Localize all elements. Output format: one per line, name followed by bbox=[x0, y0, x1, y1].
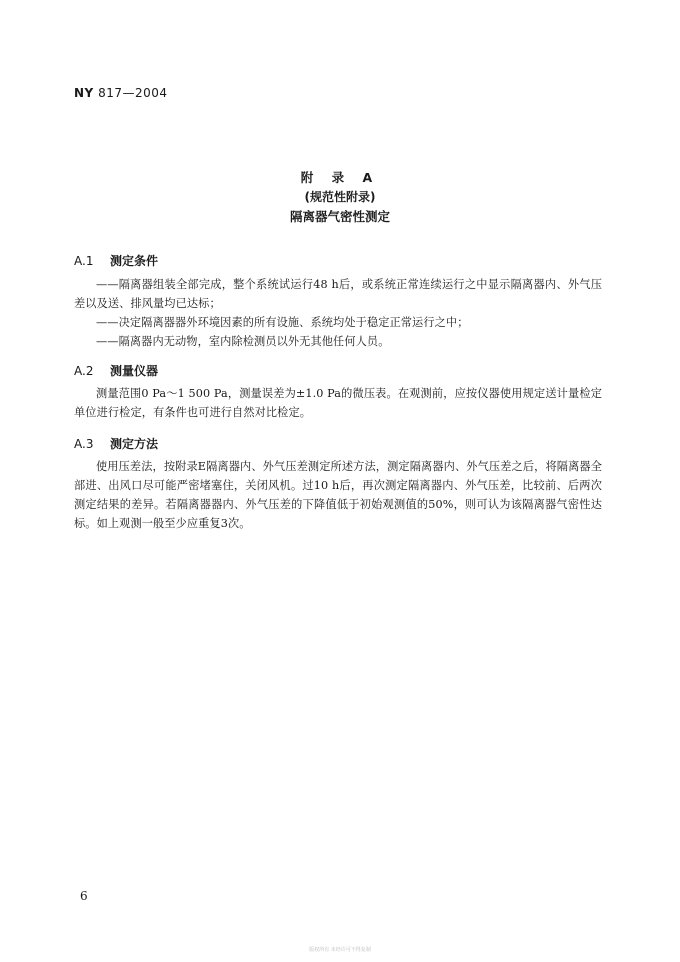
paragraph: 测量范围0 Pa～1 500 Pa，测量误差为±1.0 Pa的微压表。在观测前，应按仪器使用规定送计量检定单位进行检定，有条件也可进行自然对比检定。 bbox=[74, 387, 602, 419]
annex-type: (规范性附录) bbox=[304, 190, 376, 204]
section-number: A.2 bbox=[74, 364, 94, 378]
paragraph: 使用压差法，按附录E隔离器内、外气压差测定所述方法，测定隔离器内、外气压差之后，将隔离器全部进、出风口尽可能严密堵塞住，关闭风机。过10 h后，再次测定隔离器内、外气压差，比较前、后两次测定结果的差异。若隔离器器内、外气压差的下降值低于初始观测值的50%，则可认为该隔离器气密性达标。如上观测一般至少应重复3次。 bbox=[74, 460, 602, 530]
section-number: A.1 bbox=[74, 254, 94, 268]
section-number: A.3 bbox=[74, 437, 94, 451]
page-number: 6 bbox=[80, 889, 88, 903]
paragraph: ——隔离器组装全部完成，整个系统试运行48 h后，或系统正常连续运行之中显示隔离器内、外气压差以及送、排风量均已达标； bbox=[74, 278, 602, 310]
section-title: 测定条件 bbox=[110, 254, 159, 268]
annex-title: 附 录 A bbox=[300, 170, 380, 185]
section-heading-a3 bbox=[74, 435, 158, 452]
section-title: 测定方法 bbox=[110, 437, 159, 451]
section-heading-a1 bbox=[74, 252, 158, 269]
standard-prefix: NY bbox=[74, 86, 94, 100]
standard-code bbox=[74, 86, 168, 100]
section-title: 测量仪器 bbox=[110, 364, 159, 378]
paragraph: ——隔离器内无动物，室内除检测员以外无其他任何人员。 bbox=[96, 335, 390, 348]
standard-number: 817—2004 bbox=[98, 86, 168, 100]
annex-subject: 隔离器气密性测定 bbox=[289, 209, 390, 224]
paragraph: ——决定隔离器器外环境因素的所有设施、系统均处于稳定正常运行之中； bbox=[96, 316, 469, 329]
footer-watermark-text: 版权所有 未经许可不得复制 bbox=[309, 947, 371, 953]
section-heading-a2 bbox=[74, 362, 158, 379]
